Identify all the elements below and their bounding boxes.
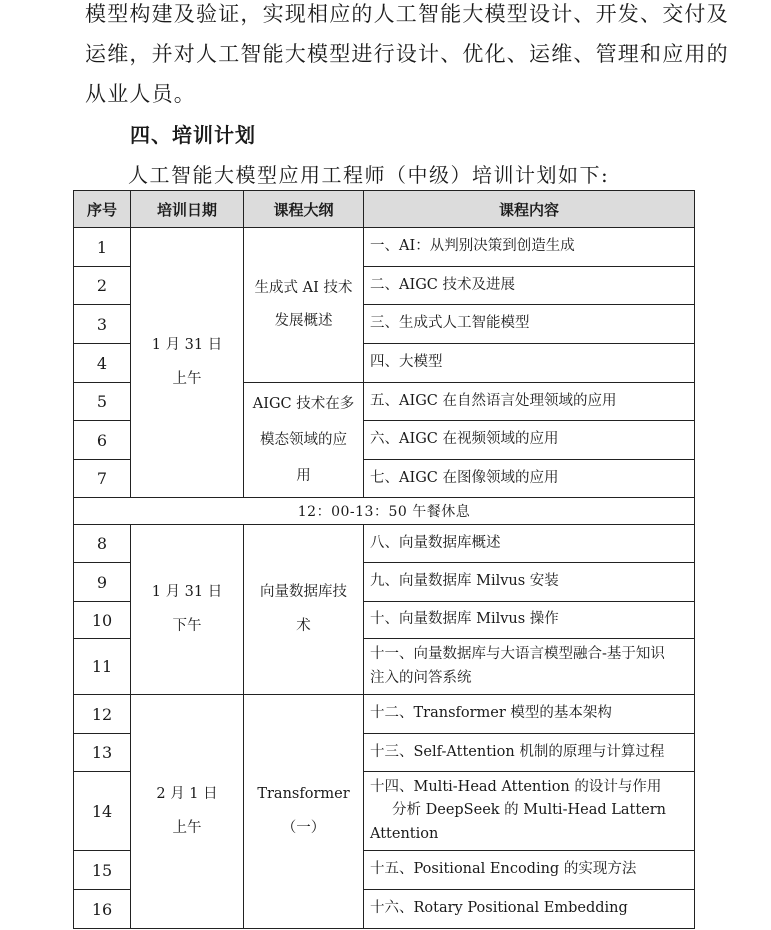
- content-cell: 九、向量数据库 Milvus 安装: [364, 563, 695, 602]
- content-cell: 十、向量数据库 Milvus 操作: [364, 602, 695, 639]
- outline-line: 向量数据库技: [260, 584, 347, 601]
- outline-line: （一）: [281, 819, 326, 836]
- row-num: 15: [74, 851, 131, 890]
- row-num: 12: [74, 695, 131, 734]
- row-num: 5: [74, 383, 131, 421]
- header-num: 序号: [74, 191, 131, 228]
- content-cell: 三、生成式人工智能模型: [364, 305, 695, 344]
- section-heading: 四、培训计划: [130, 123, 256, 147]
- content-cell: 八、向量数据库概述: [364, 525, 695, 563]
- row-num: 10: [74, 602, 131, 639]
- header-outline: 课程大纲: [244, 191, 364, 228]
- paragraph-line-1: 模型构建及验证，实现相应的人工智能大模型设计、开发、交付及: [85, 2, 729, 26]
- content-cell: 一、AI：从判别决策到创造生成: [364, 228, 695, 267]
- content-cell: 十三、Self-Attention 机制的原理与计算过程: [364, 734, 695, 772]
- outline-line: 用: [296, 468, 311, 485]
- row-num: 1: [74, 228, 131, 267]
- header-date: 培训日期: [131, 191, 244, 228]
- content-cell: 十五、Positional Encoding 的实现方法: [364, 851, 695, 890]
- outline-line: AIGC 技术在多: [252, 395, 355, 412]
- break-row: [74, 498, 695, 525]
- content-line: 注入的问答系统: [370, 669, 472, 686]
- content-cell: [364, 772, 695, 851]
- row-num: 14: [74, 772, 131, 851]
- content-cell: 七、AIGC 在图像领域的应用: [364, 460, 695, 498]
- outline-cell: [244, 383, 364, 498]
- content-line: 分析 DeepSeek 的 Multi-Head Lattern: [392, 802, 667, 819]
- row-num: 4: [74, 344, 131, 383]
- date-line: 1 月 31 日: [151, 584, 223, 601]
- outline-line: 模态领域的应: [260, 431, 347, 448]
- date-line: 2 月 1 日: [156, 786, 218, 803]
- paragraph-line-3: 从业人员。: [85, 82, 196, 106]
- table-row: [74, 695, 695, 734]
- row-num: 6: [74, 421, 131, 460]
- content-cell: 六、AIGC 在视频领域的应用: [364, 421, 695, 460]
- outline-line: 术: [296, 617, 311, 634]
- row-num: 8: [74, 525, 131, 563]
- table-row: [74, 228, 695, 267]
- header-content: 课程内容: [364, 191, 695, 228]
- date-period: 下午: [172, 617, 202, 634]
- content-cell: 十二、Transformer 模型的基本架构: [364, 695, 695, 734]
- paragraph-line-2: 运维，并对人工智能大模型进行设计、优化、运维、管理和应用的: [85, 42, 729, 66]
- row-num: 9: [74, 563, 131, 602]
- row-num: 13: [74, 734, 131, 772]
- row-num: 2: [74, 267, 131, 305]
- content-cell: [364, 639, 695, 695]
- date-period: 上午: [172, 370, 202, 387]
- content-line: 十一、向量数据库与大语言模型融合-基于知识: [370, 646, 665, 663]
- outline-cell: [244, 228, 364, 383]
- date-cell: [131, 525, 244, 695]
- content-line: Attention: [370, 825, 439, 842]
- table-row: [74, 525, 695, 563]
- table-header-row: [74, 191, 695, 228]
- content-cell: 四、大模型: [364, 344, 695, 383]
- content-line: 十四、Multi-Head Attention 的设计与作用: [370, 779, 662, 796]
- date-line: 1 月 31 日: [151, 337, 223, 354]
- content-cell: 十六、Rotary Positional Embedding: [364, 890, 695, 929]
- intro-text: 人工智能大模型应用工程师（中级）培训计划如下:: [128, 163, 610, 187]
- row-num: 3: [74, 305, 131, 344]
- outline-line: 发展概述: [274, 313, 333, 329]
- content-cell: 五、AIGC 在自然语言处理领域的应用: [364, 383, 695, 421]
- outline-cell: [244, 525, 364, 695]
- content-cell: 二、AIGC 技术及进展: [364, 267, 695, 305]
- outline-line: Transformer: [257, 786, 350, 803]
- date-cell: [131, 695, 244, 929]
- date-cell: [131, 228, 244, 498]
- row-num: 16: [74, 890, 131, 929]
- row-num: 7: [74, 460, 131, 498]
- outline-cell: [244, 695, 364, 929]
- break-cell: 12：00-13：50 午餐休息: [74, 498, 695, 525]
- date-period: 上午: [172, 819, 202, 836]
- outline-line: 生成式 AI 技术: [254, 279, 353, 296]
- training-plan-table: [73, 190, 695, 929]
- row-num: 11: [74, 639, 131, 695]
